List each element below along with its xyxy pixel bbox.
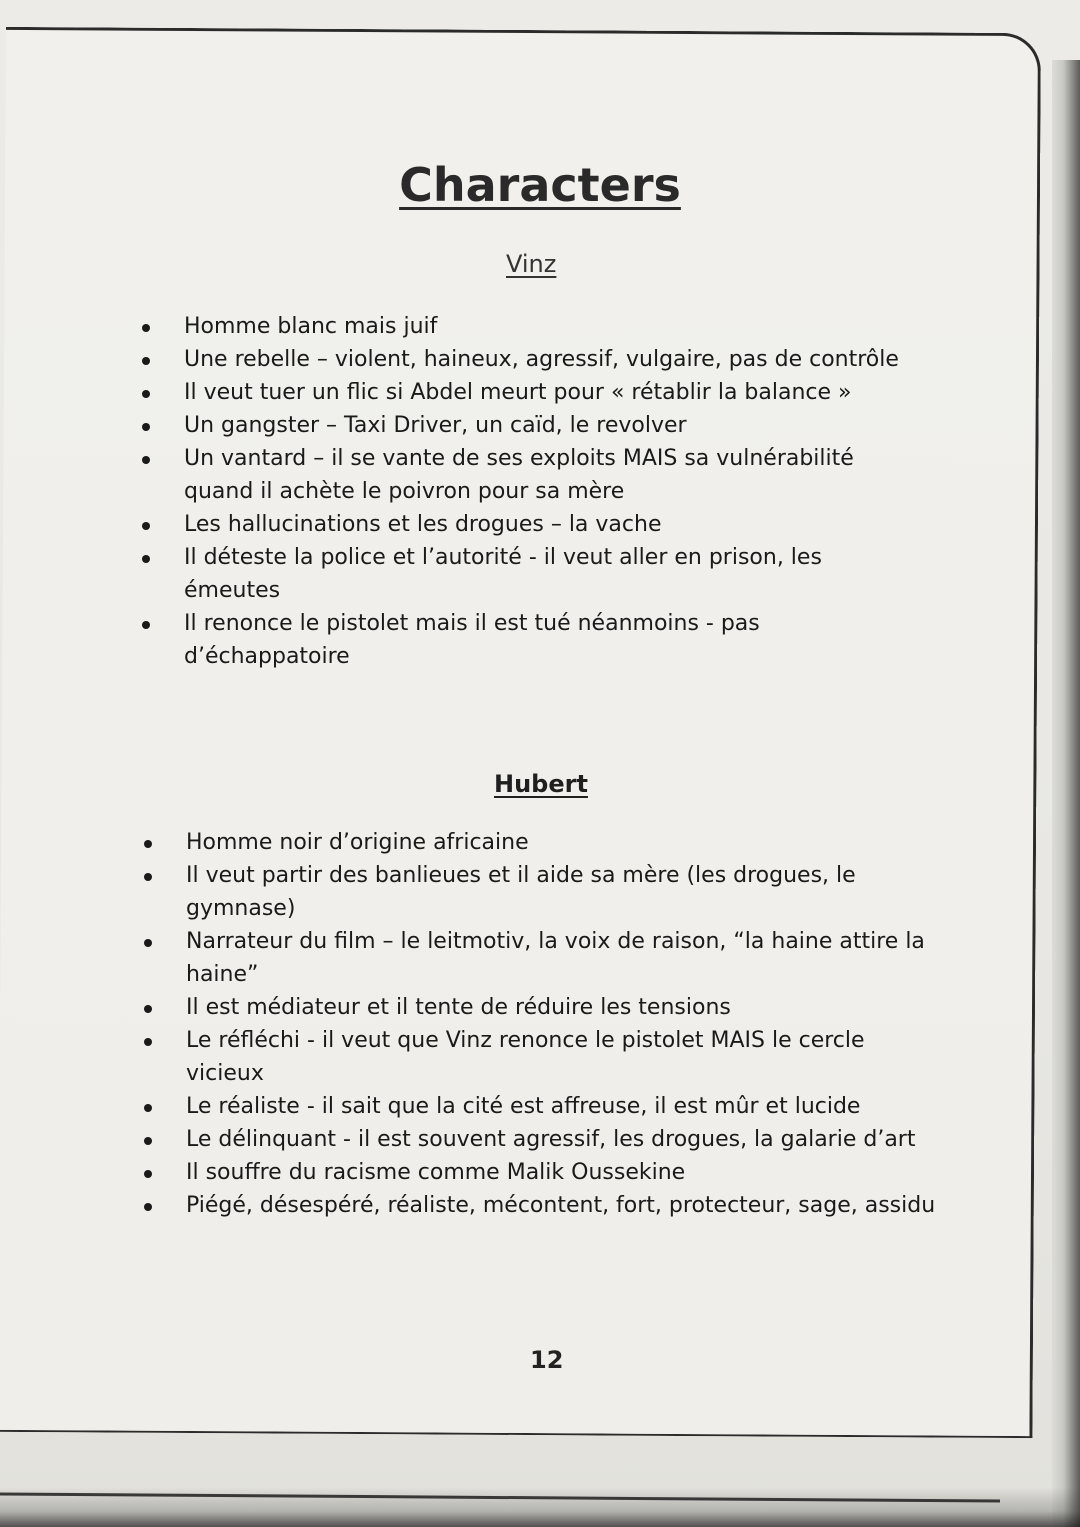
- list-item-text: Une rebelle – violent, haineux, agressif, vulgaire, pas de contrôle: [184, 347, 899, 372]
- document-page: [0, 27, 1041, 1438]
- list-item-text: Il souffre du racisme comme Malik Oussekine: [186, 1160, 686, 1185]
- bullet-icon: [144, 840, 152, 848]
- list-item-text: Le réfléchi - il veut que Vinz renonce le pistolet MAIS le cercle vicieux: [186, 1028, 865, 1086]
- bullet-icon: [144, 1203, 152, 1211]
- section-heading-hubert: Hubert: [494, 770, 588, 798]
- list-item: [184, 376, 924, 409]
- page-title: Characters: [399, 158, 681, 212]
- bullet-icon: [144, 1137, 152, 1145]
- bullet-icon: [142, 621, 150, 629]
- list-item-text: Un vantard – il se vante de ses exploits MAIS sa vulnérabilité quand il achète le poivron pour sa mère: [184, 446, 854, 504]
- bullet-icon: [144, 1038, 152, 1046]
- bullet-icon: [142, 555, 150, 563]
- list-item-text: Homme blanc mais juif: [184, 314, 438, 339]
- list-item: [184, 541, 924, 607]
- list-item: [184, 508, 924, 541]
- bottom-shadow: [0, 1487, 1080, 1527]
- bullet-icon: [144, 939, 152, 947]
- list-item-text: Les hallucinations et les drogues – la vache: [184, 512, 662, 537]
- list-item: [186, 991, 936, 1024]
- bullet-icon: [142, 324, 150, 332]
- list-item-text: Il renonce le pistolet mais il est tué néanmoins - pas d’échappatoire: [184, 611, 760, 669]
- bullet-icon: [142, 456, 150, 464]
- list-item-text: Il veut partir des banlieues et il aide sa mère (les drogues, le gymnase): [186, 863, 856, 921]
- bullet-icon: [144, 873, 152, 881]
- list-item: [186, 859, 936, 925]
- list-item-text: Il veut tuer un flic si Abdel meurt pour « rétablir la balance »: [184, 380, 852, 405]
- bullet-icon: [144, 1005, 152, 1013]
- list-item: [186, 1156, 936, 1189]
- list-item-text: Le réaliste - il sait que la cité est affreuse, il est mûr et lucide: [186, 1094, 861, 1119]
- list-item: [186, 826, 936, 859]
- list-item-text: Narrateur du film – le leitmotiv, la voix de raison, “la haine attire la haine”: [186, 929, 925, 987]
- bullet-icon: [142, 390, 150, 398]
- list-item: [186, 1123, 936, 1156]
- list-item: [186, 1090, 936, 1123]
- bullet-icon: [144, 1170, 152, 1178]
- list-item: [186, 925, 936, 991]
- page-number: 12: [530, 1346, 564, 1374]
- list-item-text: Il est médiateur et il tente de réduire les tensions: [186, 995, 731, 1020]
- list-item: [184, 343, 924, 376]
- hubert-bullet-list: [186, 826, 936, 1222]
- bullet-icon: [142, 357, 150, 365]
- list-item-text: Piégé, désespéré, réaliste, mécontent, fort, protecteur, sage, assidu: [186, 1193, 936, 1218]
- list-item-text: Le délinquant - il est souvent agressif, les drogues, la galarie d’art: [186, 1127, 916, 1152]
- section-heading-vinz: Vinz: [506, 250, 557, 278]
- list-item: [184, 442, 924, 508]
- list-item-text: Homme noir d’origine africaine: [186, 830, 529, 855]
- list-item-text: Il déteste la police et l’autorité - il veut aller en prison, les émeutes: [184, 545, 822, 603]
- list-item: [186, 1024, 936, 1090]
- list-item: [186, 1189, 936, 1222]
- bullet-icon: [142, 522, 150, 530]
- list-item-text: Un gangster – Taxi Driver, un caïd, le revolver: [184, 413, 687, 438]
- list-item: [184, 607, 924, 673]
- list-item: [184, 310, 924, 343]
- bullet-icon: [142, 423, 150, 431]
- bullet-icon: [144, 1104, 152, 1112]
- vinz-bullet-list: [184, 310, 924, 673]
- list-item: [184, 409, 924, 442]
- notebook-edge: [1052, 60, 1080, 1527]
